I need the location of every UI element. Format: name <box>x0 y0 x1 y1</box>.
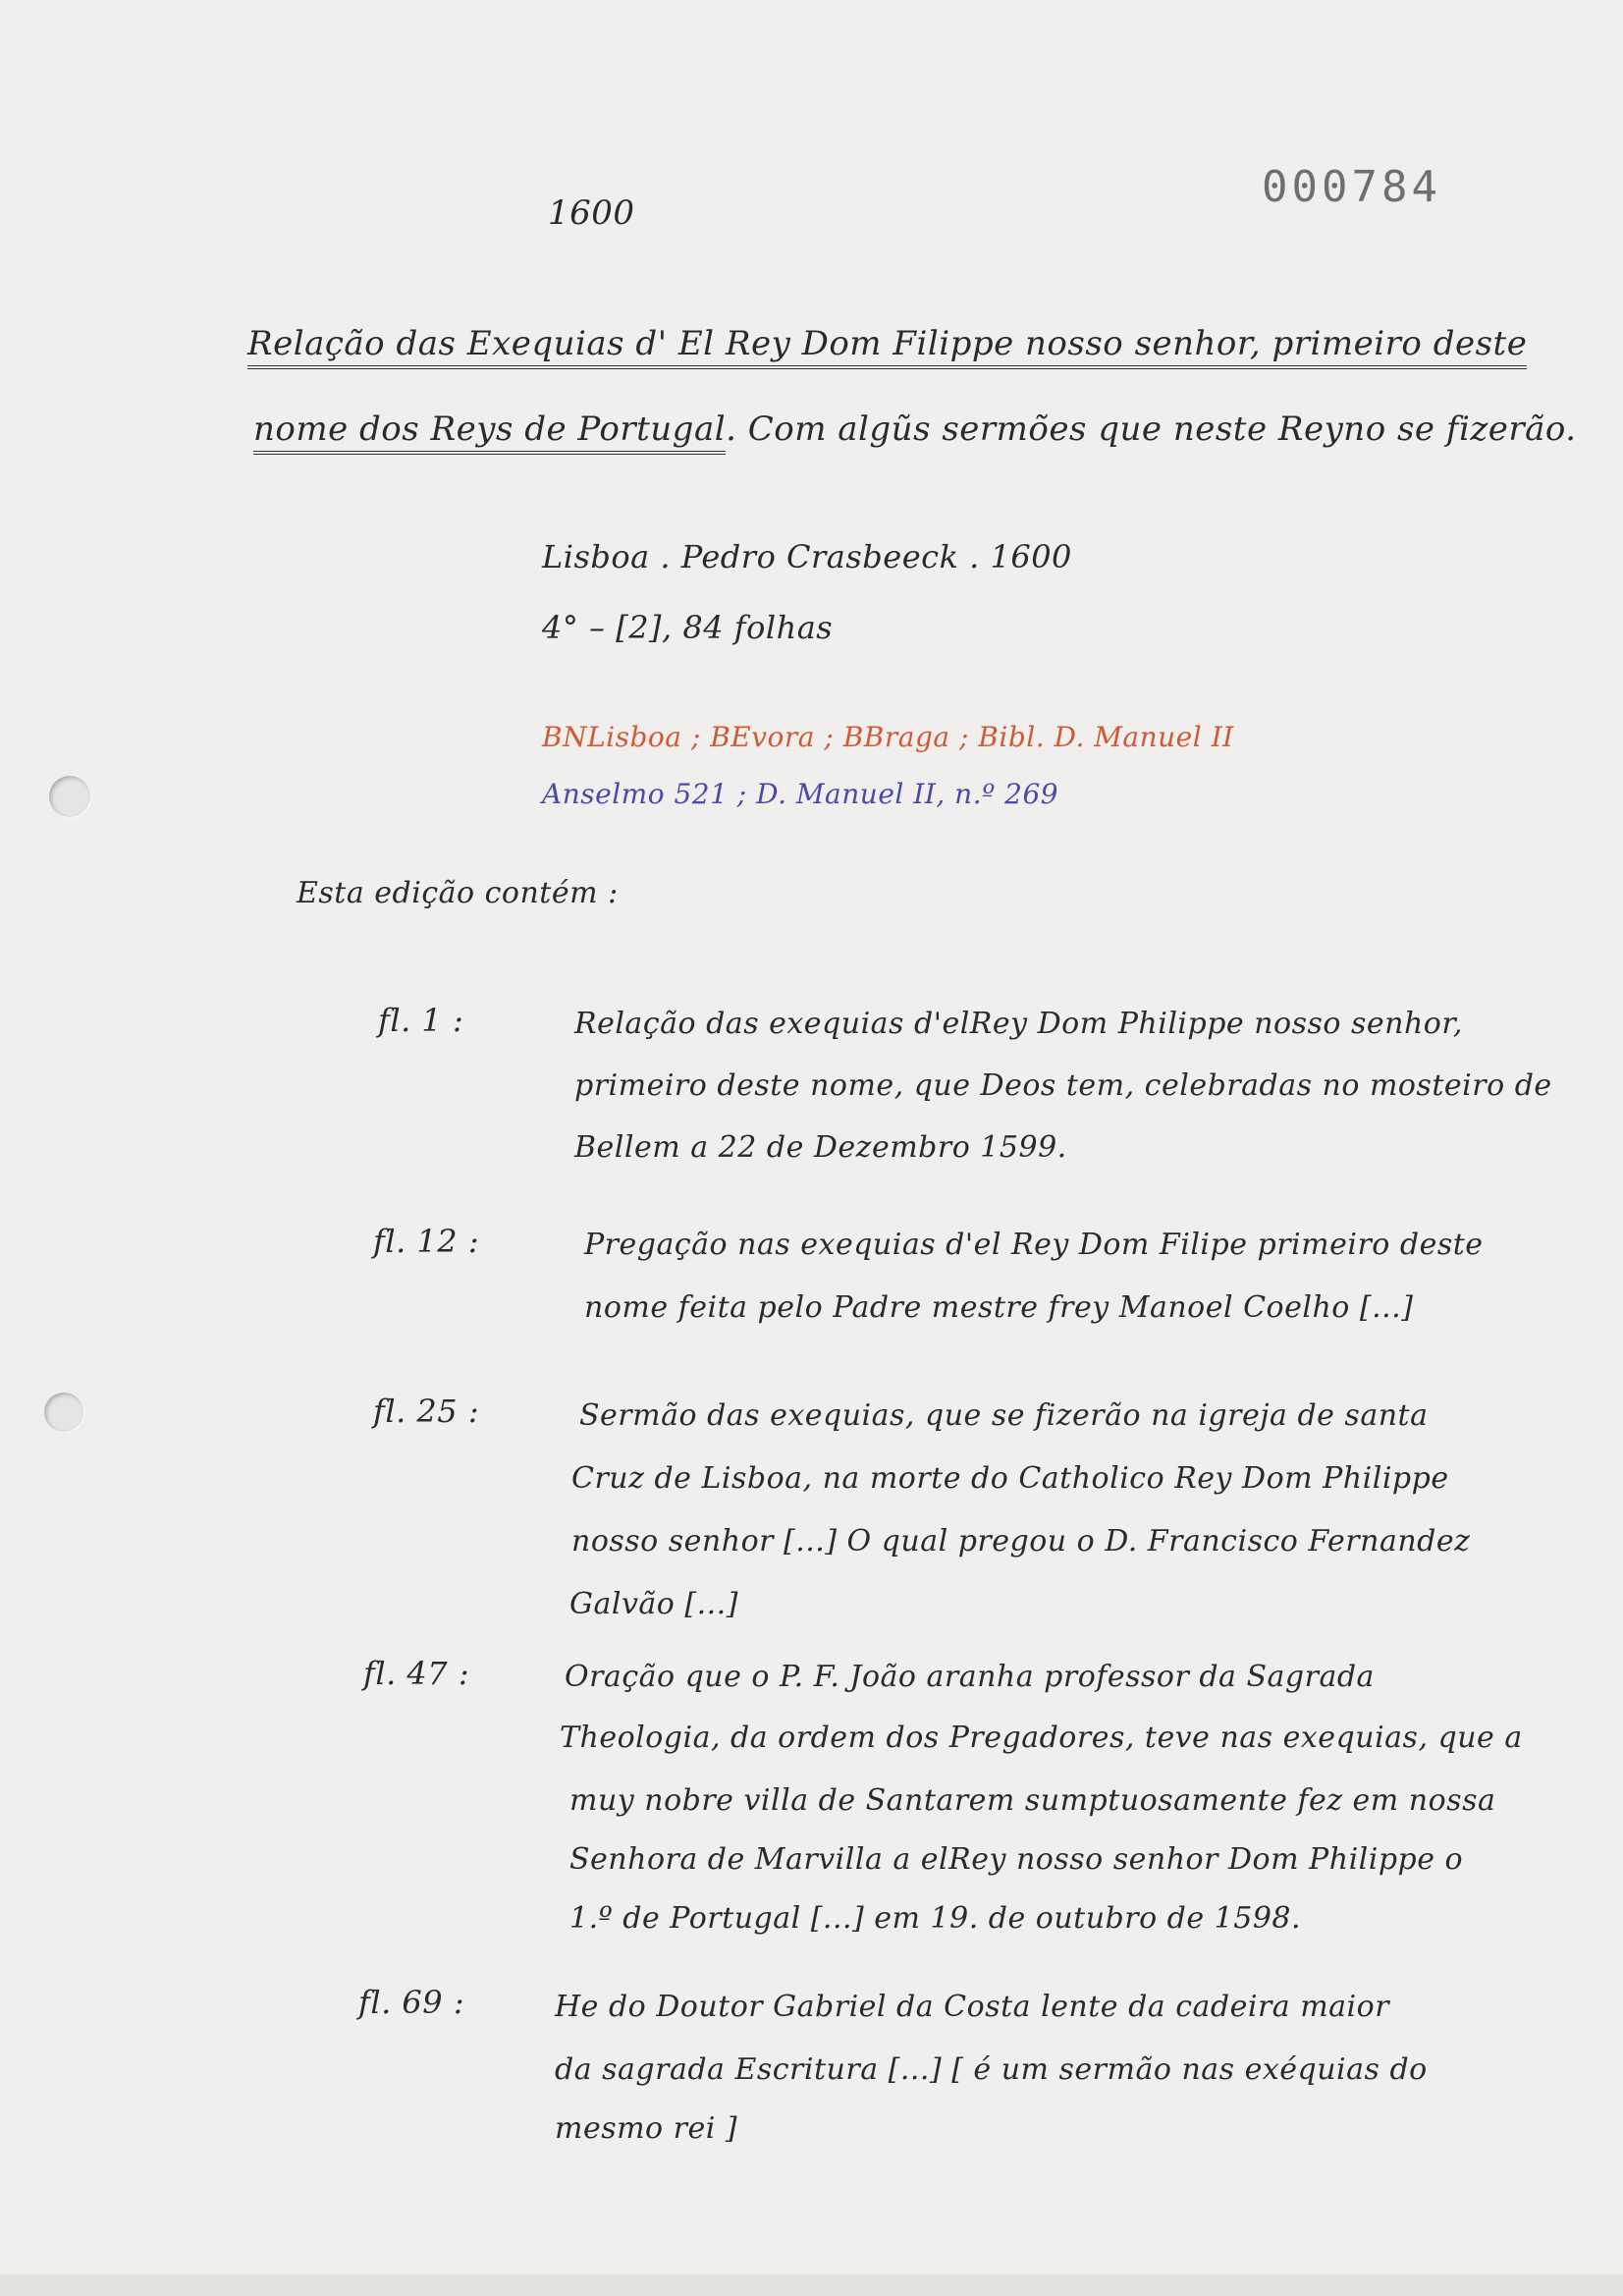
page-edge <box>0 2274 1623 2296</box>
folio-label: fl. 1 : <box>378 1002 464 1039</box>
library-holdings: BNLisboa ; BEvora ; BBraga ; Bibl. D. Manuel II <box>542 721 1234 753</box>
title-line-1-text: Relação das Exequias d' El Rey Dom Filippe nosso senhor, primeiro deste <box>247 324 1527 369</box>
entry-line: nosso senhor [...] O qual pregou o D. Francisco Fernandez <box>571 1524 1471 1558</box>
folio-label: fl. 25 : <box>373 1393 480 1430</box>
collation: 4° – [2], 84 folhas <box>542 609 834 646</box>
title-line-2 <box>253 410 1577 449</box>
folio-label: fl. 47 : <box>363 1655 470 1692</box>
entry-line: primeiro deste nome, que Deos tem, celebradas no mosteiro de <box>574 1068 1552 1103</box>
entry-line: Bellem a 22 de Dezembro 1599. <box>574 1130 1067 1165</box>
title-rest: . Com algũs sermões que neste Reyno se fizerão. <box>726 410 1577 449</box>
entry-line: da sagrada Escritura [...] [ é um sermão nas exéquias do <box>555 2052 1428 2087</box>
bibliographic-references: Anselmo 521 ; D. Manuel II, n.º 269 <box>542 778 1059 810</box>
entry-line: Theologia, da ordem dos Pregadores, teve nas exequias, que a <box>560 1721 1523 1755</box>
entry-line: Cruz de Lisboa, na morte do Catholico Rey Dom Philippe <box>571 1461 1449 1496</box>
folio-label: fl. 69 : <box>358 1984 465 2021</box>
contents-intro: Esta edição contém : <box>297 876 619 910</box>
entry-line: mesmo rei ] <box>555 2111 738 2146</box>
entry-line: muy nobre villa de Santarem sumptuosamente fez em nossa <box>569 1783 1496 1818</box>
entry-line: 1.º de Portugal [...] em 19. de outubro de 1598. <box>569 1901 1302 1936</box>
entry-line: Senhora de Marvilla a elRey nosso senhor Dom Philippe o <box>569 1842 1464 1877</box>
entry-line: Galvão [...] <box>569 1587 738 1621</box>
folio-label: fl. 12 : <box>373 1223 480 1260</box>
stamp-number: 000784 <box>1262 162 1441 212</box>
entry-line: Sermão das exequias, que se fizerão na igreja de santa <box>579 1398 1429 1433</box>
entry-line: Relação das exequias d'elRey Dom Philippe nosso senhor, <box>574 1007 1463 1041</box>
entry-line: Pregação nas exequias d'el Rey Dom Filipe primeiro deste <box>584 1228 1484 1262</box>
entry-line: He do Doutor Gabriel da Costa lente da cadeira maior <box>555 1990 1390 2024</box>
entry-line: nome feita pelo Padre mestre frey Manoel Coelho [...] <box>584 1290 1414 1325</box>
imprint: Lisboa . Pedro Crasbeeck . 1600 <box>542 538 1072 575</box>
entry-line: Oração que o P. F. João aranha professor da Sagrada <box>565 1660 1375 1694</box>
title-line-1 <box>247 324 1528 363</box>
punch-hole <box>49 776 90 817</box>
title-underlined: nome dos Reys de Portugal <box>253 410 726 455</box>
year: 1600 <box>548 193 635 233</box>
punch-hole <box>44 1393 83 1432</box>
